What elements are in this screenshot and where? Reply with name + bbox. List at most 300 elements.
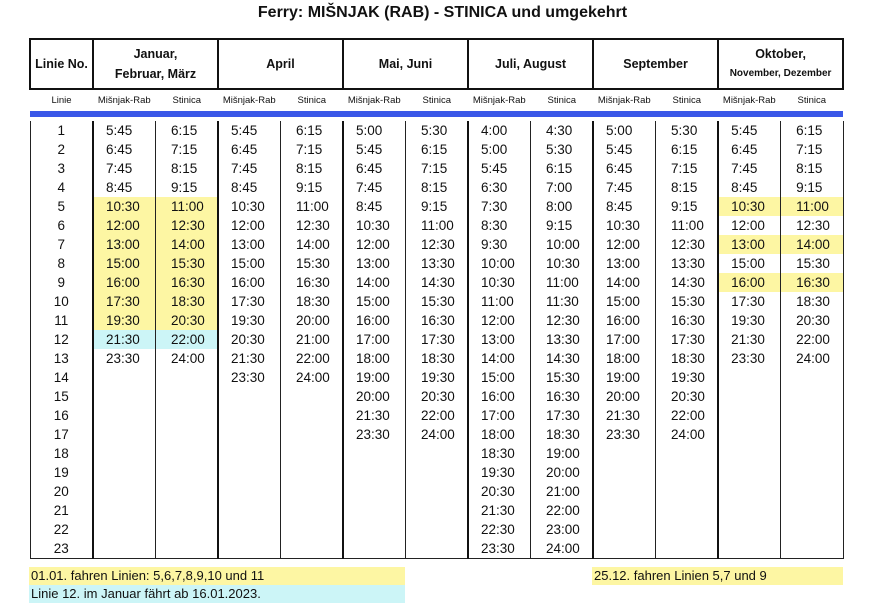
departure-misnjak <box>718 501 781 520</box>
departure-stinica <box>781 501 844 520</box>
departure-stinica <box>656 539 719 559</box>
departure-misnjak: 20:00 <box>343 387 406 406</box>
departure-stinica <box>281 444 344 463</box>
departure-misnjak: 19:00 <box>593 368 656 387</box>
departure-stinica: 14:30 <box>406 273 469 292</box>
departure-misnjak: 14:00 <box>343 273 406 292</box>
departure-stinica: 18:30 <box>281 292 344 311</box>
departure-misnjak: 21:30 <box>343 406 406 425</box>
departure-stinica <box>406 444 469 463</box>
departure-stinica: 24:00 <box>281 368 344 387</box>
departure-stinica: 7:00 <box>531 178 594 197</box>
departure-stinica: 6:15 <box>656 140 719 159</box>
departure-stinica: 8:15 <box>781 159 844 178</box>
timetable <box>29 38 844 559</box>
line-number: 5 <box>30 197 93 216</box>
departure-stinica: 12:30 <box>531 311 594 330</box>
departure-stinica <box>781 482 844 501</box>
departure-stinica: 11:00 <box>406 216 469 235</box>
departure-stinica: 20:30 <box>406 387 469 406</box>
departure-misnjak: 7:45 <box>93 159 156 178</box>
page-title: Ferry: MIŠNJAK (RAB) - STINICA und umgekehrt <box>257 4 628 21</box>
departure-misnjak <box>218 539 281 559</box>
departure-misnjak <box>718 387 781 406</box>
departure-misnjak: 6:45 <box>218 140 281 159</box>
departure-stinica <box>781 463 844 482</box>
departure-misnjak: 13:00 <box>343 254 406 273</box>
departure-stinica <box>406 482 469 501</box>
departure-stinica <box>281 406 344 425</box>
departure-stinica <box>406 501 469 520</box>
departure-misnjak <box>93 444 156 463</box>
departure-stinica <box>281 387 344 406</box>
direction-header-row <box>30 89 843 111</box>
departure-stinica <box>781 539 844 559</box>
line-number: 12 <box>30 330 93 349</box>
departure-misnjak: 23:30 <box>718 349 781 368</box>
departure-misnjak: 5:00 <box>343 121 406 140</box>
departure-misnjak <box>218 463 281 482</box>
departure-misnjak: 8:45 <box>343 197 406 216</box>
departure-stinica <box>656 520 719 539</box>
note-christmas: 25.12. fahren Linien 5,7 und 9 <box>592 567 843 585</box>
departure-stinica: 6:15 <box>281 121 344 140</box>
departure-stinica: 14:00 <box>781 235 844 254</box>
departure-stinica: 18:30 <box>781 292 844 311</box>
departure-stinica: 20:30 <box>656 387 719 406</box>
departure-stinica: 17:30 <box>531 406 594 425</box>
departure-misnjak <box>718 482 781 501</box>
departure-stinica: 15:30 <box>531 368 594 387</box>
departure-stinica <box>156 482 219 501</box>
departure-stinica: 8:15 <box>656 178 719 197</box>
departure-stinica: 16:30 <box>281 273 344 292</box>
departure-misnjak: 5:45 <box>218 121 281 140</box>
departure-stinica <box>156 406 219 425</box>
departure-stinica <box>656 463 719 482</box>
departure-misnjak: 16:00 <box>93 273 156 292</box>
departure-stinica: 4:30 <box>531 121 594 140</box>
departure-stinica: 12:30 <box>781 216 844 235</box>
departure-stinica: 11:00 <box>531 273 594 292</box>
departure-misnjak <box>718 368 781 387</box>
departure-stinica <box>156 387 219 406</box>
period-header-jan-mar: Januar, Februar, März <box>93 39 218 89</box>
departure-stinica: 24:00 <box>406 425 469 444</box>
departure-misnjak <box>718 539 781 559</box>
departure-misnjak: 13:00 <box>718 235 781 254</box>
departure-stinica <box>656 444 719 463</box>
departure-stinica <box>781 368 844 387</box>
departure-stinica: 13:30 <box>406 254 469 273</box>
departure-stinica: 9:15 <box>781 178 844 197</box>
line-number: 20 <box>30 482 93 501</box>
table-row <box>30 254 843 273</box>
departure-stinica <box>406 463 469 482</box>
departure-stinica: 21:00 <box>531 482 594 501</box>
departure-misnjak <box>593 463 656 482</box>
line-number: 23 <box>30 539 93 559</box>
period-header-okt-dez: Oktober, November, Dezember <box>718 39 843 89</box>
departure-misnjak <box>343 444 406 463</box>
departure-misnjak: 18:00 <box>593 349 656 368</box>
departure-misnjak <box>93 463 156 482</box>
departure-misnjak: 23:30 <box>218 368 281 387</box>
departure-misnjak: 17:30 <box>93 292 156 311</box>
departure-misnjak: 8:45 <box>93 178 156 197</box>
departure-misnjak: 16:00 <box>593 311 656 330</box>
to-label: Stinica <box>422 95 452 106</box>
departure-misnjak: 23:30 <box>343 425 406 444</box>
period-header-juli-august: Juli, August <box>468 39 593 89</box>
departure-misnjak: 7:45 <box>218 159 281 178</box>
table-row <box>30 501 843 520</box>
departure-misnjak: 18:30 <box>468 444 531 463</box>
line-number: 21 <box>30 501 93 520</box>
note-line-12: Linie 12. im Januar fährt ab 16.01.2023. <box>29 585 405 603</box>
departure-stinica: 10:00 <box>531 235 594 254</box>
departure-stinica <box>281 501 344 520</box>
departure-misnjak <box>593 501 656 520</box>
departure-stinica <box>156 368 219 387</box>
departure-stinica <box>781 520 844 539</box>
from-label: Mišnjak-Rab <box>472 95 526 106</box>
departure-stinica <box>406 520 469 539</box>
table-row <box>30 159 843 178</box>
departure-misnjak: 16:00 <box>468 387 531 406</box>
departure-misnjak <box>593 539 656 559</box>
line-number: 16 <box>30 406 93 425</box>
departure-misnjak: 20:30 <box>218 330 281 349</box>
departure-stinica: 18:30 <box>656 349 719 368</box>
departure-stinica: 15:30 <box>781 254 844 273</box>
departure-stinica: 12:30 <box>406 235 469 254</box>
departure-stinica <box>281 463 344 482</box>
table-row <box>30 387 843 406</box>
departure-misnjak <box>218 444 281 463</box>
departure-misnjak: 14:00 <box>593 273 656 292</box>
departure-stinica: 22:00 <box>281 349 344 368</box>
departure-misnjak: 15:00 <box>218 254 281 273</box>
from-label: Mišnjak-Rab <box>97 95 151 106</box>
departure-misnjak <box>343 520 406 539</box>
departure-stinica: 19:30 <box>406 368 469 387</box>
departure-stinica: 21:00 <box>281 330 344 349</box>
departure-stinica <box>281 482 344 501</box>
line-number: 8 <box>30 254 93 273</box>
departure-stinica: 8:15 <box>281 159 344 178</box>
departure-stinica: 9:15 <box>531 216 594 235</box>
departure-misnjak <box>343 501 406 520</box>
table-row <box>30 482 843 501</box>
departure-stinica: 7:15 <box>281 140 344 159</box>
departure-stinica <box>156 501 219 520</box>
departure-stinica: 11:30 <box>531 292 594 311</box>
departure-misnjak: 8:30 <box>468 216 531 235</box>
departure-stinica: 19:30 <box>656 368 719 387</box>
table-row <box>30 330 843 349</box>
departure-stinica: 13:30 <box>656 254 719 273</box>
table-row <box>30 520 843 539</box>
to-label: Stinica <box>797 95 827 106</box>
departure-misnjak: 6:45 <box>593 159 656 178</box>
departure-stinica <box>156 463 219 482</box>
departure-stinica: 14:00 <box>156 235 219 254</box>
departure-stinica: 14:30 <box>531 349 594 368</box>
departure-stinica: 22:00 <box>531 501 594 520</box>
departure-misnjak: 7:45 <box>593 178 656 197</box>
departure-misnjak: 12:00 <box>218 216 281 235</box>
departure-misnjak: 9:30 <box>468 235 531 254</box>
table-row <box>30 539 843 559</box>
departure-misnjak: 16:00 <box>718 273 781 292</box>
departure-misnjak: 19:30 <box>468 463 531 482</box>
table-row <box>30 444 843 463</box>
departure-stinica: 15:30 <box>281 254 344 273</box>
departure-stinica <box>781 425 844 444</box>
departure-stinica <box>281 520 344 539</box>
departure-misnjak: 23:30 <box>593 425 656 444</box>
departure-misnjak: 20:00 <box>593 387 656 406</box>
departure-misnjak: 16:00 <box>343 311 406 330</box>
departure-stinica: 5:30 <box>656 121 719 140</box>
line-number: 14 <box>30 368 93 387</box>
departure-stinica: 12:30 <box>156 216 219 235</box>
departure-stinica: 7:15 <box>656 159 719 178</box>
departure-stinica: 20:30 <box>156 311 219 330</box>
departure-misnjak: 10:30 <box>343 216 406 235</box>
departure-stinica: 11:00 <box>156 197 219 216</box>
line-number: 18 <box>30 444 93 463</box>
departure-stinica <box>156 539 219 559</box>
departure-stinica <box>156 520 219 539</box>
departure-misnjak <box>93 368 156 387</box>
period-header-april: April <box>218 39 343 89</box>
departure-misnjak <box>718 463 781 482</box>
departure-misnjak: 15:00 <box>93 254 156 273</box>
departure-stinica: 24:00 <box>781 349 844 368</box>
departure-stinica: 11:00 <box>781 197 844 216</box>
departure-stinica: 9:15 <box>156 178 219 197</box>
line-number: 22 <box>30 520 93 539</box>
departure-misnjak: 20:30 <box>468 482 531 501</box>
departure-misnjak: 6:45 <box>718 140 781 159</box>
departure-misnjak <box>218 387 281 406</box>
departure-misnjak <box>593 444 656 463</box>
departure-misnjak: 12:00 <box>93 216 156 235</box>
departure-stinica: 18:30 <box>531 425 594 444</box>
departure-misnjak <box>218 425 281 444</box>
departure-stinica <box>656 501 719 520</box>
departure-stinica: 17:30 <box>406 330 469 349</box>
departure-misnjak <box>218 501 281 520</box>
departure-stinica: 7:15 <box>156 140 219 159</box>
departure-stinica: 16:30 <box>531 387 594 406</box>
table-row <box>30 140 843 159</box>
line-number: 4 <box>30 178 93 197</box>
departure-misnjak: 13:00 <box>93 235 156 254</box>
departure-misnjak: 15:00 <box>343 292 406 311</box>
departure-misnjak: 17:00 <box>593 330 656 349</box>
departure-stinica: 24:00 <box>531 539 594 559</box>
departure-stinica: 11:00 <box>656 216 719 235</box>
departure-misnjak <box>718 425 781 444</box>
departure-misnjak: 6:45 <box>343 159 406 178</box>
departure-stinica: 5:30 <box>406 121 469 140</box>
departure-misnjak <box>218 482 281 501</box>
table-row <box>30 121 843 140</box>
period-header-mai-juni: Mai, Juni <box>343 39 468 89</box>
departure-stinica: 22:00 <box>781 330 844 349</box>
departure-misnjak <box>218 406 281 425</box>
departure-misnjak: 4:00 <box>468 121 531 140</box>
departure-stinica: 14:00 <box>281 235 344 254</box>
departure-stinica <box>406 539 469 559</box>
departure-misnjak: 5:45 <box>593 140 656 159</box>
period-header-september: September <box>593 39 718 89</box>
departure-misnjak: 23:30 <box>93 349 156 368</box>
line-number: 11 <box>30 311 93 330</box>
departure-stinica: 22:00 <box>156 330 219 349</box>
departure-stinica: 18:30 <box>406 349 469 368</box>
departure-stinica: 8:00 <box>531 197 594 216</box>
note-new-year: 01.01. fahren Linien: 5,6,7,8,9,10 und 11 <box>29 567 405 585</box>
to-label: Stinica <box>547 95 577 106</box>
departure-misnjak <box>343 482 406 501</box>
departure-misnjak: 5:00 <box>593 121 656 140</box>
departure-stinica <box>781 406 844 425</box>
departure-misnjak: 15:00 <box>593 292 656 311</box>
departure-stinica: 7:15 <box>781 140 844 159</box>
line-number: 2 <box>30 140 93 159</box>
departure-stinica: 14:30 <box>656 273 719 292</box>
departure-stinica: 24:00 <box>156 349 219 368</box>
departure-misnjak: 21:30 <box>218 349 281 368</box>
to-label: Stinica <box>172 95 201 106</box>
departure-stinica: 7:15 <box>406 159 469 178</box>
departure-misnjak: 15:00 <box>468 368 531 387</box>
departure-stinica: 20:30 <box>781 311 844 330</box>
departure-misnjak: 18:00 <box>468 425 531 444</box>
departure-misnjak: 12:00 <box>343 235 406 254</box>
departure-misnjak: 10:30 <box>593 216 656 235</box>
departure-misnjak: 10:30 <box>718 197 781 216</box>
line-number: 13 <box>30 349 93 368</box>
table-row <box>30 425 843 444</box>
departure-misnjak: 19:00 <box>343 368 406 387</box>
departure-stinica <box>281 539 344 559</box>
departure-misnjak: 21:30 <box>468 501 531 520</box>
line-number: 7 <box>30 235 93 254</box>
line-number: 1 <box>30 121 93 140</box>
departure-misnjak: 8:45 <box>593 197 656 216</box>
table-row <box>30 368 843 387</box>
table-row <box>30 216 843 235</box>
departure-stinica <box>656 482 719 501</box>
table-row <box>30 463 843 482</box>
departure-stinica: 12:30 <box>656 235 719 254</box>
line-number: 3 <box>30 159 93 178</box>
from-label: Mišnjak-Rab <box>222 95 276 106</box>
departure-stinica: 16:30 <box>406 311 469 330</box>
departure-misnjak: 8:45 <box>718 178 781 197</box>
departure-misnjak: 22:30 <box>468 520 531 539</box>
departure-stinica: 10:30 <box>531 254 594 273</box>
line-number: 6 <box>30 216 93 235</box>
departure-misnjak: 10:30 <box>468 273 531 292</box>
departure-stinica: 16:30 <box>156 273 219 292</box>
departure-stinica: 20:00 <box>281 311 344 330</box>
departure-stinica: 9:15 <box>281 178 344 197</box>
departure-misnjak <box>93 387 156 406</box>
from-label: Mišnjak-Rab <box>347 95 401 106</box>
table-row <box>30 197 843 216</box>
departure-misnjak: 5:45 <box>93 121 156 140</box>
table-row <box>30 292 843 311</box>
departure-misnjak: 7:45 <box>343 178 406 197</box>
departure-stinica: 15:30 <box>156 254 219 273</box>
departure-misnjak: 19:30 <box>218 311 281 330</box>
departure-misnjak: 5:45 <box>718 121 781 140</box>
departure-misnjak: 8:45 <box>218 178 281 197</box>
departure-misnjak: 6:30 <box>468 178 531 197</box>
to-label: Stinica <box>672 95 702 106</box>
departure-stinica: 17:30 <box>656 330 719 349</box>
departure-stinica: 23:00 <box>531 520 594 539</box>
departure-misnjak <box>93 520 156 539</box>
departure-stinica: 22:00 <box>406 406 469 425</box>
to-label: Stinica <box>297 95 327 106</box>
departure-stinica: 9:15 <box>656 197 719 216</box>
departure-misnjak <box>93 482 156 501</box>
table-row <box>30 178 843 197</box>
departure-stinica: 22:00 <box>656 406 719 425</box>
from-label: Mišnjak-Rab <box>722 95 776 106</box>
departure-misnjak: 15:00 <box>718 254 781 273</box>
departure-misnjak: 6:45 <box>93 140 156 159</box>
departure-stinica: 20:00 <box>531 463 594 482</box>
departure-stinica <box>781 387 844 406</box>
line-number: 15 <box>30 387 93 406</box>
linie-subheader: Linie <box>51 95 72 106</box>
departure-misnjak: 18:00 <box>343 349 406 368</box>
departure-stinica <box>781 444 844 463</box>
departure-misnjak: 13:00 <box>468 330 531 349</box>
departure-misnjak <box>718 406 781 425</box>
departure-misnjak: 23:30 <box>468 539 531 559</box>
table-row <box>30 235 843 254</box>
departure-misnjak <box>343 463 406 482</box>
departure-stinica: 13:30 <box>531 330 594 349</box>
departure-misnjak: 5:00 <box>468 140 531 159</box>
linie-header: Linie No. <box>30 39 93 89</box>
line-number: 10 <box>30 292 93 311</box>
departure-misnjak: 10:00 <box>468 254 531 273</box>
departure-misnjak: 17:00 <box>343 330 406 349</box>
departure-stinica: 8:15 <box>406 178 469 197</box>
departure-misnjak <box>718 444 781 463</box>
departure-misnjak: 19:30 <box>93 311 156 330</box>
departure-misnjak: 17:30 <box>218 292 281 311</box>
departure-misnjak <box>93 425 156 444</box>
departure-misnjak <box>718 520 781 539</box>
departure-misnjak: 11:00 <box>468 292 531 311</box>
departure-stinica: 24:00 <box>656 425 719 444</box>
departure-misnjak: 12:00 <box>593 235 656 254</box>
departure-misnjak: 12:00 <box>718 216 781 235</box>
departure-misnjak: 12:00 <box>468 311 531 330</box>
departure-misnjak: 7:30 <box>468 197 531 216</box>
